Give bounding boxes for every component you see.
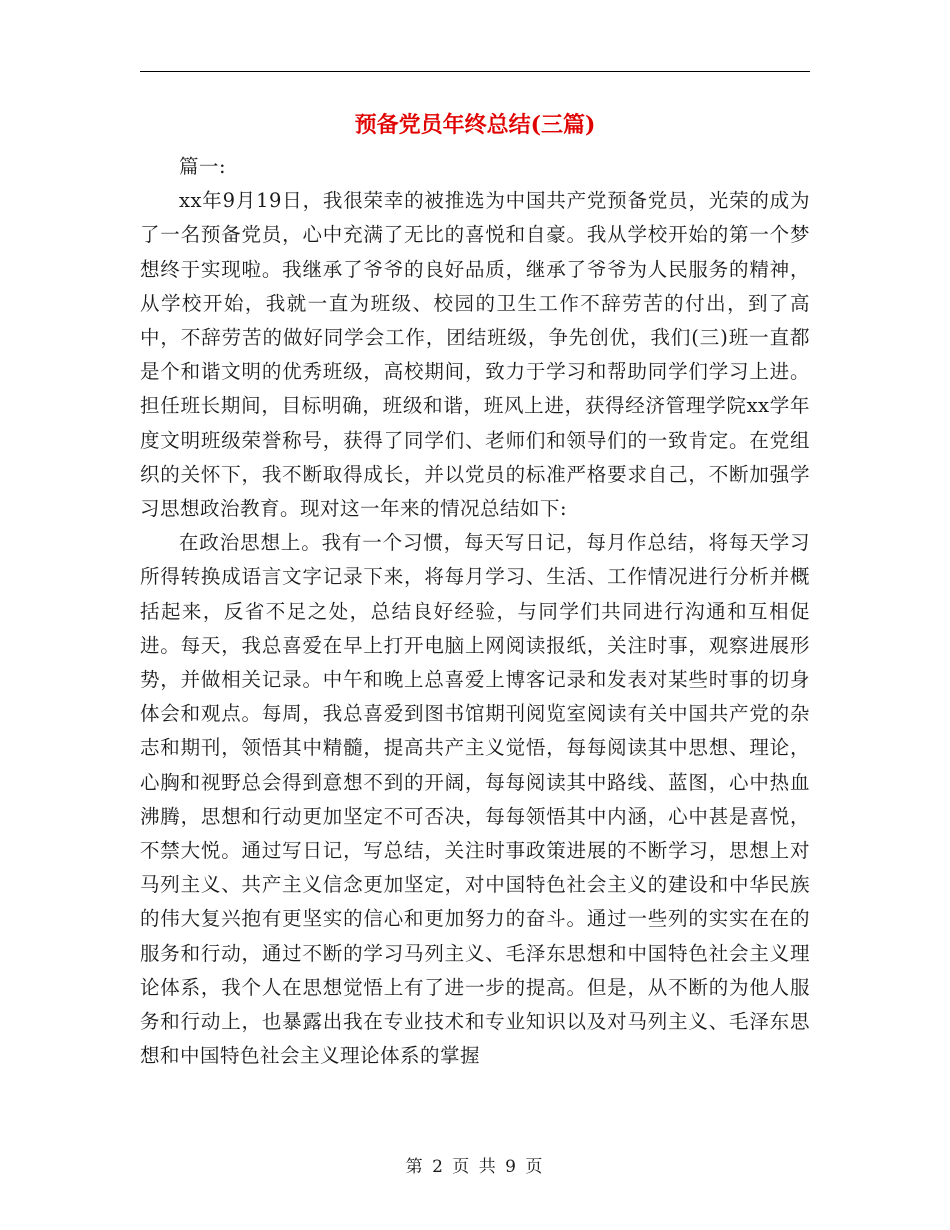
document-body bbox=[140, 150, 810, 1073]
page-footer: 第 2 页 共 9 页 bbox=[405, 1157, 545, 1177]
paragraph: xx年9月19日，我很荣幸的被推选为中国共产党预备党员，光荣的成为了一名预备党员，心中充满了无比的喜悦和自豪。我从学校开始的第一个梦想终于实现啦。我继承了爷爷的良好品质，继承了爷爷为人民服务的精神，从学校开始，我就一直为班级、校园的卫生工作不辞劳苦的付出，到了高中，不辞劳苦的做好同学会工作，团结班级，争先创优，我们(三)班一直都是个和谐文明的优秀班级，高校期间，致力于学习和帮助同学们学习上进。担任班长期间，目标明确，班级和谐，班风上进，获得经济管理学院xx学年度文明班级荣誉称号，获得了同学们、老师们和领导们的一致肯定。在党组织的关怀下，我不断取得成长，并以党员的标准严格要求自己，不断加强学习思想政治教育。现对这一年来的情况总结如下: bbox=[140, 189, 810, 521]
paragraph: 在政治思想上。我有一个习惯，每天写日记，每月作总结，将每天学习所得转换成语言文字记录下来，将每月学习、生活、工作情况进行分析并概括起来，反省不足之处，总结良好经验，与同学们共同进行沟通和互相促进。每天，我总喜爱在早上打开电脑上网阅读报纸，关注时事，观察进展形势，并做相关记录。中午和晚上总喜爱上博客记录和发表对某些时事的切身体会和观点。每周，我总喜爱到图书馆期刊阅览室阅读有关中国共产党的杂志和期刊，领悟其中精髓，提高共产主义觉悟，每每阅读其中思想、理论，心胸和视野总会得到意想不到的开阔，每每阅读其中路线、蓝图，心中热血沸腾，思想和行动更加坚定不可否决，每每领悟其中内涵，心中甚是喜悦，不禁大悦。通过写日记，写总结，关注时事政策进展的不断学习，思想上对马列主义、共产主义信念更加坚定，对中国特色社会主义的建设和中华民族的伟大复兴抱有更坚实的信心和更加努力的奋斗。通过一些列的实实在在的服务和行动，通过不断的学习马列主义、毛泽东思想和中国特色社会主义理论体系，我个人在思想觉悟上有了进一步的提高。但是，从不断的为他人服务和行动上，也暴露出我在专业技术和专业知识以及对马列主义、毛泽东思想和中国特色社会主义理论体系的掌握 bbox=[140, 531, 810, 1068]
document-title: 预备党员年终总结(三篇) bbox=[354, 112, 596, 138]
section-heading: 篇一: bbox=[179, 155, 227, 178]
header-rule bbox=[140, 71, 810, 72]
